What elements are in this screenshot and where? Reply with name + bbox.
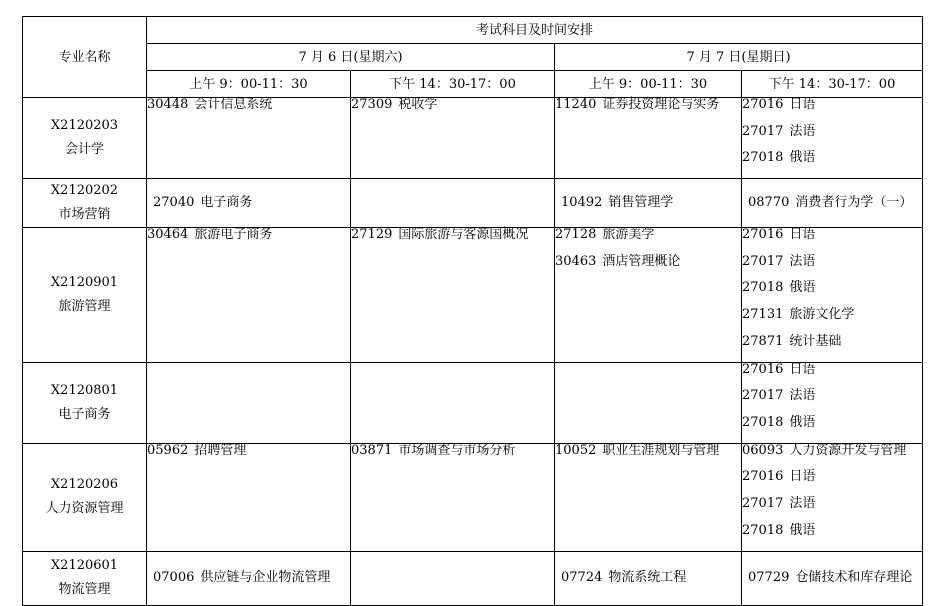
schedule-body	[23, 98, 923, 606]
exam-entry	[742, 416, 922, 443]
exam-subject: 市场调查与市场分析	[398, 442, 516, 458]
exam-subject: 俄语	[789, 414, 816, 430]
exam-cell-sat-am	[147, 551, 351, 605]
exam-subject: 日语	[789, 361, 816, 377]
exam-code: 27018	[742, 150, 784, 166]
exam-subject: 日语	[789, 227, 816, 243]
major-name: 会计学	[64, 142, 104, 158]
exam-cell-sat-am	[147, 98, 351, 179]
exam-cell-sat-am	[147, 228, 351, 362]
exam-subject: 俄语	[789, 522, 816, 538]
exam-subject: 供应链与企业物流管理	[200, 570, 331, 586]
exam-entry	[555, 228, 741, 255]
exam-entry	[742, 524, 922, 551]
exam-subject: 法语	[789, 388, 816, 404]
exam-code: 27129	[351, 227, 393, 243]
exam-code: 11240	[555, 97, 597, 112]
exam-entry	[742, 363, 922, 390]
exam-subject: 仓储技术和库存理论	[795, 570, 913, 586]
major-name: 物流管理	[58, 582, 111, 598]
exam-entry	[555, 444, 741, 471]
exam-entry	[742, 151, 922, 178]
major-code: X2120203	[50, 118, 119, 134]
exam-subject: 酒店管理概论	[602, 253, 681, 269]
exam-code: 30464	[147, 227, 189, 243]
exam-entry	[147, 444, 350, 471]
day-header-saturday: 7 月 6 日(星期六)	[147, 44, 555, 71]
major-name: 市场营销	[58, 207, 111, 223]
exam-subject: 日语	[789, 469, 816, 485]
exam-subject: 国际旅游与客源国概况	[398, 227, 529, 243]
exam-cell-sat-pm	[351, 443, 555, 551]
major-code: X2120206	[50, 477, 119, 493]
exam-code: 30448	[147, 97, 189, 112]
exam-subject: 证券投资理论与实务	[602, 97, 720, 112]
exam-code: 03871	[351, 442, 393, 458]
exam-code: 27016	[742, 469, 784, 485]
day-header-sunday: 7 月 7 日(星期日)	[555, 44, 923, 71]
exam-subject: 法语	[789, 495, 816, 511]
exam-code: 27309	[351, 97, 393, 112]
exam-cell-sun-pm	[742, 443, 923, 551]
exam-code: 05962	[147, 442, 189, 458]
exam-subject: 俄语	[789, 280, 816, 296]
exam-entry	[742, 281, 922, 308]
exam-cell-sun-am	[555, 551, 742, 605]
major-cell	[23, 228, 147, 362]
exam-cell-sun-am	[555, 443, 742, 551]
exam-entry	[742, 255, 922, 282]
exam-subject: 统计基础	[789, 333, 842, 349]
exam-entry	[742, 389, 922, 416]
exam-code: 27018	[742, 280, 784, 296]
exam-entry	[147, 228, 350, 255]
major-cell	[23, 551, 147, 605]
exam-code: 27017	[742, 123, 784, 139]
exam-cell-sat-pm	[351, 362, 555, 443]
major-cell	[23, 98, 147, 179]
exam-subject: 旅游电子商务	[194, 227, 273, 243]
exam-entry	[742, 335, 922, 362]
exam-code: 07724	[561, 570, 603, 586]
exam-cell-sat-am	[147, 443, 351, 551]
exam-entry	[742, 308, 922, 335]
exam-subject: 法语	[789, 253, 816, 269]
exam-subject: 销售管理学	[608, 195, 674, 211]
exam-code: 27016	[742, 227, 784, 243]
exam-code: 27016	[742, 361, 784, 377]
exam-subject: 旅游美学	[602, 227, 655, 243]
session-header-sun-pm: 下午 14：30-17：00	[742, 71, 923, 98]
exam-subject: 物流系统工程	[608, 570, 687, 586]
exam-code: 27016	[742, 97, 784, 112]
exam-code: 27018	[742, 414, 784, 430]
exam-entry	[742, 444, 922, 471]
session-header-sat-am: 上午 9：00-11：30	[147, 71, 351, 98]
major-code: X2120801	[50, 382, 119, 398]
exam-code: 27018	[742, 522, 784, 538]
exam-entry	[153, 571, 350, 585]
exam-subject: 法语	[789, 123, 816, 139]
exam-entry	[555, 255, 741, 282]
exam-entry	[742, 125, 922, 152]
session-header-sat-pm: 下午 14：30-17：00	[351, 71, 555, 98]
exam-cell-sat-pm	[351, 551, 555, 605]
exam-entry	[561, 571, 741, 585]
major-cell	[23, 443, 147, 551]
exam-entry	[748, 196, 922, 210]
exam-entry	[351, 228, 554, 255]
exam-schedule-table	[22, 16, 923, 606]
exam-subject: 税收学	[398, 97, 438, 112]
exam-code: 08770	[748, 195, 790, 211]
exam-entry	[351, 444, 554, 471]
exam-entry	[742, 470, 922, 497]
exam-subject: 消费者行为学（一）	[795, 195, 913, 211]
exam-code: 30463	[555, 253, 597, 269]
exam-entry	[742, 228, 922, 255]
major-column-header: 专业名称	[23, 17, 147, 98]
exam-entry	[742, 497, 922, 524]
schedule-row	[23, 228, 923, 362]
exam-code: 27128	[555, 227, 597, 243]
exam-code: 07729	[748, 570, 790, 586]
exam-entry	[351, 98, 554, 125]
exam-entry	[153, 196, 350, 210]
schedule-row	[23, 362, 923, 443]
exam-subject: 日语	[789, 97, 816, 112]
exam-code: 27131	[742, 307, 784, 323]
exam-cell-sun-pm	[742, 551, 923, 605]
exam-cell-sat-am	[147, 179, 351, 228]
exam-code: 27040	[153, 195, 195, 211]
major-name: 旅游管理	[58, 298, 111, 314]
major-code: X2120901	[50, 274, 119, 290]
exam-cell-sat-am	[147, 362, 351, 443]
exam-entry	[748, 571, 922, 585]
exam-cell-sun-am	[555, 362, 742, 443]
exam-subject: 人力资源开发与管理	[789, 442, 907, 458]
exam-cell-sun-pm	[742, 179, 923, 228]
exam-code: 27871	[742, 333, 784, 349]
schedule-row	[23, 443, 923, 551]
exam-code: 27017	[742, 388, 784, 404]
exam-cell-sun-am	[555, 98, 742, 179]
schedule-row	[23, 179, 923, 228]
exam-subject: 旅游文化学	[789, 307, 855, 323]
exam-subject: 职业生涯规划与管理	[602, 442, 720, 458]
exam-cell-sat-pm	[351, 228, 555, 362]
subject-schedule-header: 考试科目及时间安排	[147, 17, 923, 44]
schedule-row	[23, 98, 923, 179]
exam-subject: 招聘管理	[194, 442, 247, 458]
exam-cell-sun-am	[555, 228, 742, 362]
exam-entry	[555, 98, 741, 125]
major-cell	[23, 179, 147, 228]
exam-subject: 电子商务	[200, 195, 253, 211]
exam-cell-sat-pm	[351, 98, 555, 179]
exam-code: 07006	[153, 570, 195, 586]
exam-code: 06093	[742, 442, 784, 458]
exam-cell-sun-am	[555, 179, 742, 228]
exam-entry	[147, 98, 350, 125]
schedule-row	[23, 551, 923, 605]
major-code: X2120601	[50, 558, 119, 574]
exam-code: 10052	[555, 442, 597, 458]
exam-code: 10492	[561, 195, 603, 211]
exam-code: 27017	[742, 253, 784, 269]
exam-entry	[561, 196, 741, 210]
major-cell	[23, 362, 147, 443]
exam-cell-sun-pm	[742, 98, 923, 179]
exam-cell-sat-pm	[351, 179, 555, 228]
major-name: 人力资源管理	[45, 501, 124, 517]
exam-entry	[742, 98, 922, 125]
exam-cell-sun-pm	[742, 362, 923, 443]
major-name: 电子商务	[58, 406, 111, 422]
major-code: X2120202	[50, 183, 119, 199]
exam-subject: 俄语	[789, 150, 816, 166]
exam-subject: 会计信息系统	[194, 97, 273, 112]
exam-code: 27017	[742, 495, 784, 511]
exam-cell-sun-pm	[742, 228, 923, 362]
session-header-sun-am: 上午 9：00-11：30	[555, 71, 742, 98]
